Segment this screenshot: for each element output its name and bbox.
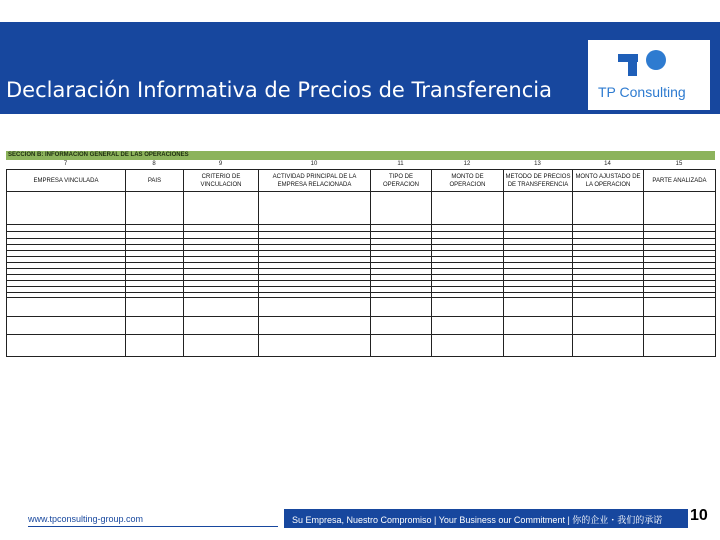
table-row <box>7 317 716 335</box>
table-cell <box>644 298 716 317</box>
page-number: 10 <box>690 507 708 524</box>
table-cell <box>432 192 504 225</box>
column-header-line: OPERACION <box>449 181 486 188</box>
table-row <box>7 335 716 357</box>
table-cell <box>573 192 644 225</box>
table-row <box>7 225 716 232</box>
column-number: 10 <box>310 161 318 167</box>
column-number: 8 <box>152 161 156 167</box>
table-cell <box>184 225 259 232</box>
table-cell <box>259 225 371 232</box>
column-header-line: EMPRESA VINCULADA <box>33 177 99 184</box>
table-cell <box>126 298 184 317</box>
column-header <box>432 170 504 192</box>
table-cell <box>504 232 573 239</box>
column-header-line: OPERACION <box>382 181 419 188</box>
table-cell <box>504 298 573 317</box>
table-header-row <box>7 170 716 192</box>
column-header-line: EMPRESA RELACIONADA <box>277 181 352 188</box>
table-cell <box>371 192 432 225</box>
footer-divider <box>28 526 278 527</box>
column-number: 11 <box>397 161 404 167</box>
column-number: 15 <box>675 161 683 167</box>
footer-slogan-band <box>284 509 688 528</box>
table-cell <box>432 298 504 317</box>
logo-text: TP Consulting <box>598 84 686 100</box>
column-header-line: LA OPERACION <box>585 181 631 188</box>
table-cell <box>7 298 126 317</box>
table-cell <box>432 317 504 335</box>
table-cell <box>573 335 644 357</box>
column-header <box>573 170 644 192</box>
table-cell <box>7 232 126 239</box>
column-header <box>126 170 184 192</box>
table-cell <box>504 335 573 357</box>
footer-website-link[interactable]: www.tpconsulting-group.com <box>28 514 144 524</box>
table-cell <box>573 298 644 317</box>
section-title-bar: SECCION B: INFORMACION GENERAL DE LAS OPERACIONES <box>6 151 715 160</box>
column-header-line: ACTIVIDAD PRINCIPAL DE LA <box>272 173 357 180</box>
operations-table <box>6 169 716 357</box>
table-cell <box>432 335 504 357</box>
table-cell <box>644 192 716 225</box>
table-cell <box>126 232 184 239</box>
column-header-line: TIPO DE <box>388 173 413 180</box>
table-cell <box>259 317 371 335</box>
table-cell <box>7 317 126 335</box>
column-header-line: METODO DE PRECIOS <box>505 173 571 180</box>
column-header-line: MONTO DE <box>451 173 484 180</box>
column-number: 14 <box>604 161 611 167</box>
table-cell <box>7 225 126 232</box>
table-cell <box>432 225 504 232</box>
column-header <box>184 170 259 192</box>
table-cell <box>504 317 573 335</box>
table-cell <box>371 298 432 317</box>
table-row <box>7 232 716 239</box>
table-cell <box>504 225 573 232</box>
column-header <box>259 170 371 192</box>
table-cell <box>184 192 259 225</box>
column-header-line: PAIS <box>147 177 162 184</box>
table-cell <box>644 317 716 335</box>
logo-t-stem-shape <box>628 54 637 76</box>
table-cell <box>371 232 432 239</box>
table-cell <box>573 225 644 232</box>
table-row <box>7 298 716 317</box>
column-header <box>504 170 573 192</box>
table-cell <box>184 317 259 335</box>
slide-title: Declaración Informativa de Precios de Transferencia <box>6 78 552 102</box>
table-cell <box>259 232 371 239</box>
column-header-line: CRITERIO DE <box>201 173 241 180</box>
column-header <box>371 170 432 192</box>
tp-consulting-logo <box>588 40 710 110</box>
table-row <box>7 192 716 225</box>
table-cell <box>573 317 644 335</box>
column-number: 13 <box>534 161 541 167</box>
column-header <box>644 170 716 192</box>
operations-sheet <box>6 151 715 357</box>
column-number-row <box>6 160 715 169</box>
table-cell <box>184 232 259 239</box>
column-header-line: VINCULACION <box>200 181 242 188</box>
column-number: 7 <box>63 161 68 167</box>
footer-slogan: Su Empresa, Nuestro Compromiso | Your Business our Commitment | 你的企业・我们的承诺 <box>292 515 663 525</box>
column-header-line: PARTE ANALIZADA <box>652 177 707 184</box>
table-cell <box>184 298 259 317</box>
table-cell <box>573 232 644 239</box>
table-cell <box>126 192 184 225</box>
table-cell <box>7 335 126 357</box>
table-cell <box>371 225 432 232</box>
table-cell <box>259 335 371 357</box>
column-header-line: DE TRANSFERENCIA <box>507 181 569 188</box>
table-cell <box>126 225 184 232</box>
table-cell <box>259 298 371 317</box>
column-header <box>7 170 126 192</box>
logo-dot-shape <box>646 50 666 70</box>
table-cell <box>644 335 716 357</box>
table-cell <box>371 317 432 335</box>
table-cell <box>126 335 184 357</box>
table-cell <box>7 192 126 225</box>
column-number: 9 <box>218 161 223 167</box>
table-cell <box>259 192 371 225</box>
table-cell <box>644 225 716 232</box>
table-cell <box>371 335 432 357</box>
table-cell <box>184 335 259 357</box>
table-cell <box>644 232 716 239</box>
table-cell <box>504 192 573 225</box>
column-number: 12 <box>463 161 471 167</box>
table-cell <box>126 317 184 335</box>
column-header-line: MONTO AJUSTADO DE <box>575 173 641 180</box>
table-cell <box>432 232 504 239</box>
